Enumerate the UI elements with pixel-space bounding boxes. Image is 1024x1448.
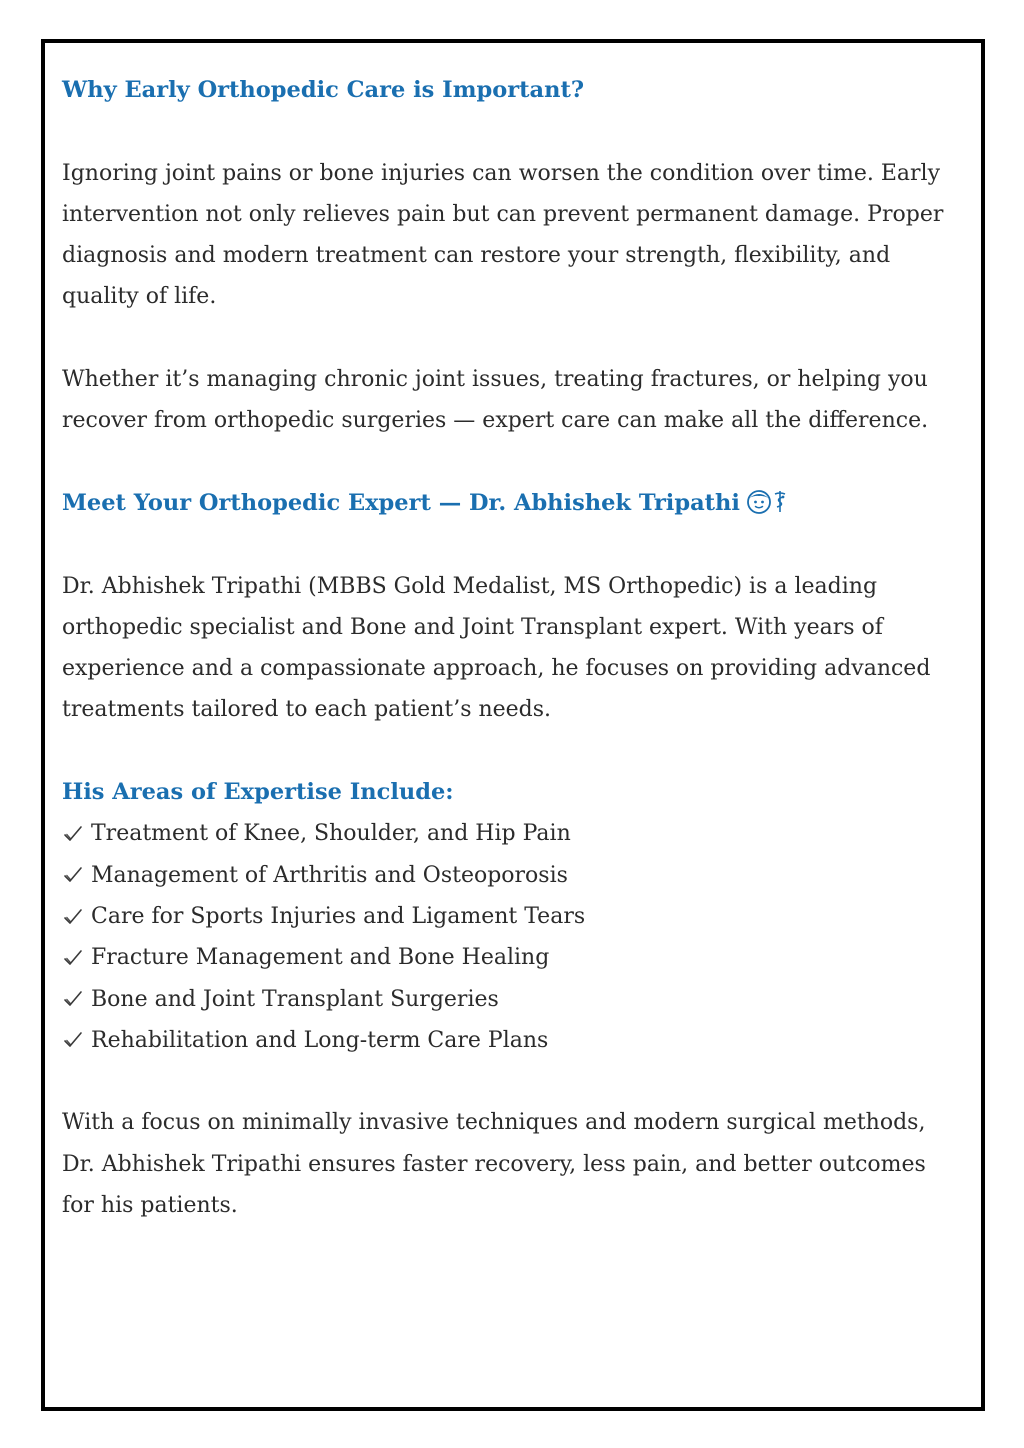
list-item-label: Management of Arthritis and Osteoporosis [91,862,568,888]
document-body [62,70,962,1226]
check-mark-icon [62,1029,84,1051]
check-mark-icon [62,823,84,845]
list-item [62,979,962,1020]
medical-staff-icon [773,489,787,513]
heading-meet-expert-text: Meet Your Orthopedic Expert — Dr. Abhishek Tripathi [62,489,740,516]
heading-why-early-care: Why Early Orthopedic Care is Important? [62,77,585,103]
paragraph-closing: With a focus on minimally invasive techniques and modern surgical methods, Dr. Abhishek Tripathi ensures faster recovery, less pain, and better outcomes for his patients. [62,1110,926,1219]
paragraph-expert-care: Whether it’s managing chronic joint issues, treating fractures, or helping you recover from orthopedic surgeries — expert care can make all the difference. [62,367,929,434]
expertise-list [62,813,962,1061]
list-item-label: Treatment of Knee, Shoulder, and Hip Pain [91,821,571,847]
check-mark-icon [62,906,84,928]
paragraph-doctor-bio: Dr. Abhishek Tripathi (MBBS Gold Medalist, MS Orthopedic) is a leading orthopedic specialist and Bone and Joint Transplant expert. With years of experience and a compassionate approach, he focuses on providing advanced treatments tailored to each patient’s needs. [62,573,931,723]
list-item [62,1020,962,1061]
paragraph-ignoring-pain: Ignoring joint pains or bone injuries can worsen the condition over time. Early intervention not only relieves pain but can prevent permanent damage. Proper diagnosis and modern treatment can restore your strength, flexibility, and quality of life. [62,160,944,310]
check-mark-icon [62,988,84,1010]
list-item-label: Fracture Management and Bone Healing [91,945,550,971]
check-mark-icon [62,864,84,886]
doctor-icon [746,488,772,514]
list-item [62,813,962,854]
list-item [62,937,962,978]
list-item-label: Care for Sports Injuries and Ligament Tears [91,903,586,929]
list-item-label: Bone and Joint Transplant Surgeries [91,986,499,1012]
heading-meet-expert [62,483,962,524]
heading-areas-of-expertise: His Areas of Expertise Include: [62,779,454,806]
list-item [62,855,962,896]
list-item [62,896,962,937]
list-item-label: Rehabilitation and Long-term Care Plans [91,1027,549,1053]
check-mark-icon [62,947,84,969]
